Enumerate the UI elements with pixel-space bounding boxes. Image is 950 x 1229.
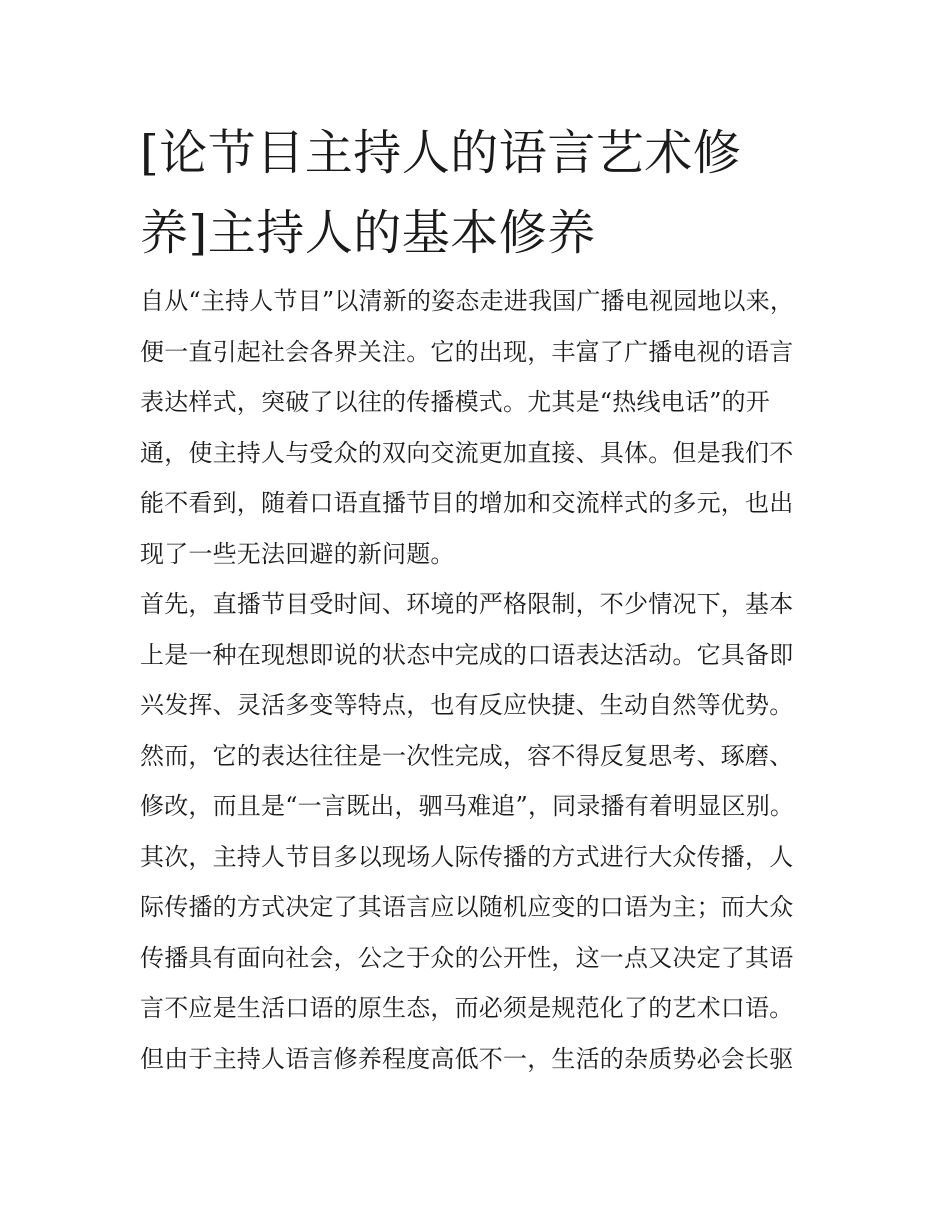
body-line: 自从“主持人节目”以清新的姿态走进我国广播电视园地以来， (140, 287, 795, 315)
body-line: 通，使主持人与受众的双向交流更加直接、具体。但是我们不 (140, 438, 794, 467)
body-line: 便一直引起社会各界关注。它的出现，丰富了广播电视的语言 (140, 337, 794, 366)
body-line: 修改，而且是“一言既出，驷马难追”，同录播有着明显区别。 (140, 792, 795, 820)
body-text (140, 276, 820, 1084)
body-line: 能不看到，随着口语直播节目的增加和交流样式的多元，也出 (140, 489, 794, 517)
body-line: 然而，它的表达往往是一次性完成，容不得反复思考、琢磨、 (140, 741, 794, 770)
body-line: 现了一些无法回避的新问题。 (140, 539, 455, 568)
body-line: 表达样式，突破了以往的传播模式。尤其是“热线电话”的开 (140, 388, 770, 416)
body-line: 首先，直播节目受时间、环境的严格限制，不少情况下，基本 (140, 590, 794, 618)
body-line: 言不应是生活口语的原生态，而必须是规范化了的艺术口语。 (140, 994, 794, 1022)
document-title (140, 113, 820, 273)
body-line: 其次，主持人节目多以现场人际传播的方式进行大众传播，人 (140, 842, 794, 871)
body-line: 兴发挥、灵活多变等特点，也有反应快捷、生动自然等优势。 (140, 691, 794, 719)
title-line: [论节目主持人的语言艺术修 (140, 125, 742, 181)
body-line: 上是一种在现想即说的状态中完成的口语表达活动。它具备即 (140, 640, 794, 669)
title-line: 养]主持人的基本修养 (140, 205, 596, 261)
body-line: 际传播的方式决定了其语言应以随机应变的口语为主；而大众 (140, 893, 794, 921)
body-line: 传播具有面向社会，公之于众的公开性，这一点又决定了其语 (140, 943, 794, 972)
body-line: 但由于主持人语言修养程度高低不一，生活的杂质势必会长驱 (140, 1044, 794, 1073)
